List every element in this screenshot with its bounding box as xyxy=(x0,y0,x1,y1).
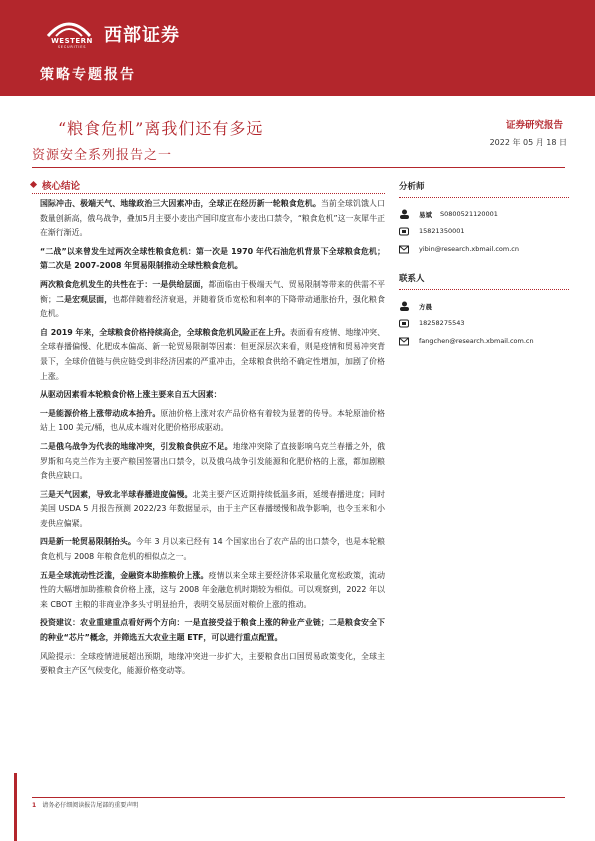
analyst-phone: 15821350001 xyxy=(419,227,465,235)
logo-sub: SECURITIES xyxy=(57,45,87,49)
paragraph-text: 风险提示：全球疫情进展超出预期，地缘冲突进一步扩大，主要粮食出口国贸易政策变化，全球主要粮食主产区气候变化，能源价格变动等。 xyxy=(40,651,385,676)
paragraph-lead: 二是宏观层面， xyxy=(55,294,113,304)
analyst-divider xyxy=(399,197,569,198)
summary-paragraph xyxy=(40,326,385,384)
contact-heading: 联系人 xyxy=(399,274,425,284)
summary-paragraph xyxy=(40,569,385,613)
contact-row xyxy=(399,298,569,314)
analyst-phone-row xyxy=(399,222,569,240)
footer xyxy=(32,800,138,809)
contact-divider xyxy=(399,289,569,290)
contact-email[interactable]: fangchen@research.xbmail.com.cn xyxy=(419,337,534,345)
paragraph-text: 地缘冲突除了直接影响乌克兰春播之外，俄罗斯和乌克兰作为主要产粮国签署出口禁令，以及俄乌战争引发能源和化肥价格的上涨，都加剧粮食供应缺口。 xyxy=(40,441,385,481)
summary-paragraph xyxy=(40,440,385,484)
paragraph-lead: 四是新一轮贸易限制抬头。 xyxy=(40,537,136,547)
report-type: 策略专题报告 xyxy=(40,67,136,83)
phone-icon xyxy=(399,227,409,236)
company-name: 西部证券 xyxy=(104,25,180,46)
logo-brand: WESTERN xyxy=(51,37,93,45)
contact-name: 方晨 xyxy=(419,302,432,311)
paragraph-lead: 投资建议：农业重建重点看好两个方向：一是直接受益于粮食上涨的种业产业链；二是粮食安全下的种业“芯片”概念，并筛选五大农业主题 ETF，可以进行重点配置。 xyxy=(40,618,385,643)
footer-divider xyxy=(32,797,565,798)
summary-paragraph xyxy=(40,388,385,403)
paragraph-text: 也都伴随着经济衰退，并随着货币宽松和利率的下降带动通胀抬升，强化粮食危机。 xyxy=(40,294,385,319)
paragraph-lead: 一是能源价格上涨带动成本抬升。 xyxy=(40,408,161,418)
paragraph-lead: 自 2019 年来，全球粮食价格持续高企，全球粮食危机风险正在上升。 xyxy=(40,327,290,337)
title-divider xyxy=(32,167,565,168)
section-bullet-icon xyxy=(30,181,37,188)
analyst-panel xyxy=(399,180,569,350)
summary-paragraph xyxy=(40,197,385,241)
paragraph-lead: 五是全球流动性泛滥，金融资本助推粮价上涨。 xyxy=(40,570,209,580)
contact-phone: 18258275543 xyxy=(419,319,465,327)
person-icon xyxy=(399,209,410,219)
analyst-heading: 分析师 xyxy=(399,182,425,192)
phone-icon xyxy=(399,319,409,328)
analyst-row xyxy=(399,206,569,222)
analyst-email-row xyxy=(399,240,569,258)
page-number: 1 xyxy=(32,802,37,809)
paragraph-text: 原油价格上涨对农产品价格有着较为显著的传导。本轮原油价格站上 100 美元/桶，也从成本端对化肥价格形成驱动。 xyxy=(40,408,385,433)
summary-paragraph xyxy=(40,245,385,274)
paragraph-lead: 二是俄乌战争为代表的地缘冲突，引发粮食供应不足。 xyxy=(40,441,233,451)
paragraph-lead: 两次粮食危机发生的共性在于：一是供给层面， xyxy=(40,279,209,289)
contact-phone-row xyxy=(399,314,569,332)
mail-icon xyxy=(399,245,409,254)
paragraph-text: 当前全球饥饿人口数量创新高，俄乌战争，叠加5月主要小麦出产国印度宣布小麦出口禁令，“粮食危机”这一灰犀牛正在渐行渐近。 xyxy=(40,199,385,238)
analyst-name: 易斌 xyxy=(419,210,432,219)
contact-email-row xyxy=(399,332,569,350)
mail-icon xyxy=(399,337,409,346)
summary-paragraph xyxy=(40,278,385,322)
summary-paragraph xyxy=(40,616,385,645)
section-divider xyxy=(32,193,385,194)
report-title: “粮食危机”离我们还有多远 xyxy=(58,119,264,138)
paragraph-lead: 从驱动因素看本轮粮食价格上涨主要来自五大因素： xyxy=(40,390,222,400)
paragraph-text: 疫情以来全球主要经济体采取量化宽松政策，流动性的大幅增加助推粮食价格上涨，这与 2008 年金融危机时期较为相似。可以观察到，2022 年以来 CBOT 主粮的非商业净多头寸明显抬升，表明交易层面对粮价上涨的推动。 xyxy=(40,570,385,609)
paragraph-text: 表面看有疫情、地缘冲突、全球春播偏慢、化肥成本偏高、新一轮贸易限制等因素：但更深层次来看，则是疫情和贸易冲突背景下，全球价值链与供应链受到非经济因素的严重冲击，全球粮食供给不确定性增加，加剧了价格上涨。 xyxy=(40,327,385,381)
paragraph-lead: “二战”以来曾发生过两次全球性粮食危机：第一次是 1970 年代石油危机背景下全球粮食危机；第二次是 2007-2008 年贸易限制推动全球性粮食危机。 xyxy=(40,246,385,271)
paragraph-lead: 国际冲击、极端天气、地缘政治三大因素冲击，全球正在经历新一轮粮食危机。 xyxy=(40,199,321,208)
paragraph-text: 北美主要产区近期持续低温多雨，延缓春播进度；同时美国 USDA 5 月报告预测 2022/23 年数据显示，由于主产区春播缓慢和战争影响，也令玉米和小麦供应偏紧。 xyxy=(40,489,385,528)
footer-accent-bar xyxy=(14,773,17,841)
report-date: 2022 年 05 月 18 日 xyxy=(489,138,567,147)
paragraph-text: 今年 3 月以来已经有 14 个国家出台了农产品的出口禁令，也是本轮粮食危机与 2008 年粮食危机的相似点之一。 xyxy=(40,537,385,562)
analyst-license: S0800521120001 xyxy=(440,210,498,218)
person-icon xyxy=(399,301,410,311)
report-subtitle: 资源安全系列报告之一 xyxy=(32,148,173,163)
analyst-email[interactable]: yibin@research.xbmail.com.cn xyxy=(419,245,519,253)
footer-notice: 请务必仔细阅读报告尾部的重要声明 xyxy=(42,802,139,809)
paragraph-text: 都面临由于极端天气、贸易限制等带来的供需不平衡； xyxy=(40,279,385,304)
summary-paragraph xyxy=(40,488,385,532)
header-bar xyxy=(0,0,595,96)
report-label: 证券研究报告 xyxy=(505,120,563,131)
section-title: 核心结论 xyxy=(42,181,81,192)
paragraph-lead: 三是天气因素，导致北半球春播进度偏慢。 xyxy=(40,489,193,499)
summary-paragraph xyxy=(40,650,385,679)
summary-paragraph xyxy=(40,535,385,564)
summary-paragraph xyxy=(40,407,385,436)
main-content xyxy=(40,197,385,683)
